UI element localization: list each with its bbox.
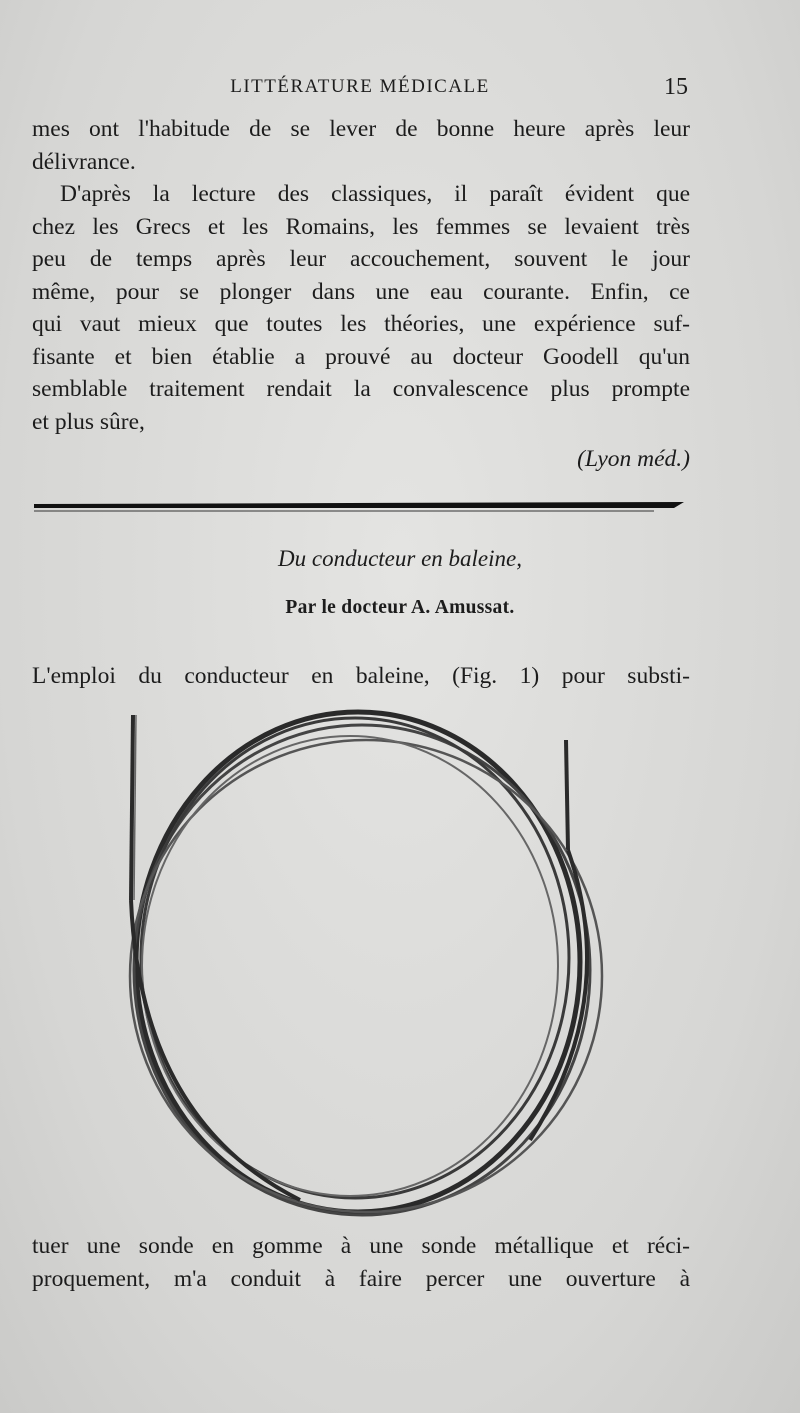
text-line: proquement, m'a conduit à faire percer une ouverture à [32,1265,690,1292]
page-header [30,76,690,106]
coiled-whalebone-guide-illustration [100,700,630,1220]
text-line: même, pour se plonger dans une eau courante. Enfin, ce [32,278,690,305]
text-line: semblable traitement rendait la convalescence plus prompte [32,376,690,402]
paragraph-3 [32,660,690,693]
paragraph-2 [32,178,690,438]
article-byline: Par le docteur A. Amussat. [285,597,515,618]
text-line: qui vaut mieux que toutes les théories, une expérience suf- [32,311,690,337]
paragraph-4 [32,1230,690,1295]
text-line: L'emploi du conducteur en baleine, (Fig. 1) pour substi- [32,663,690,689]
section-divider [34,500,684,512]
paragraph-1 [32,113,690,178]
text-line: D'après la lecture des classiques, il paraît évident que [60,181,690,207]
text-line: et plus sûre, [32,408,145,435]
page-number: 15 [664,74,688,100]
article-title: Du conducteur en baleine, [278,546,522,571]
text-line: mes ont l'habitude de se lever de bonne heure après leur [32,116,690,142]
text-line: chez les Grecs et les Romains, les femmes se levaient très [32,213,690,240]
text-line: tuer une sonde en gomme à une sonde métallique et réci- [32,1233,690,1259]
text-line: peu de temps après leur accouchement, souvent le jour [32,246,690,272]
running-head: LITTÉRATURE MÉDICALE [230,76,490,97]
text-line: délivrance. [32,148,136,175]
text-line: fisante et bien établie a prouvé au docteur Goodell qu'un [32,343,690,370]
source-citation: (Lyon méd.) [577,446,690,472]
